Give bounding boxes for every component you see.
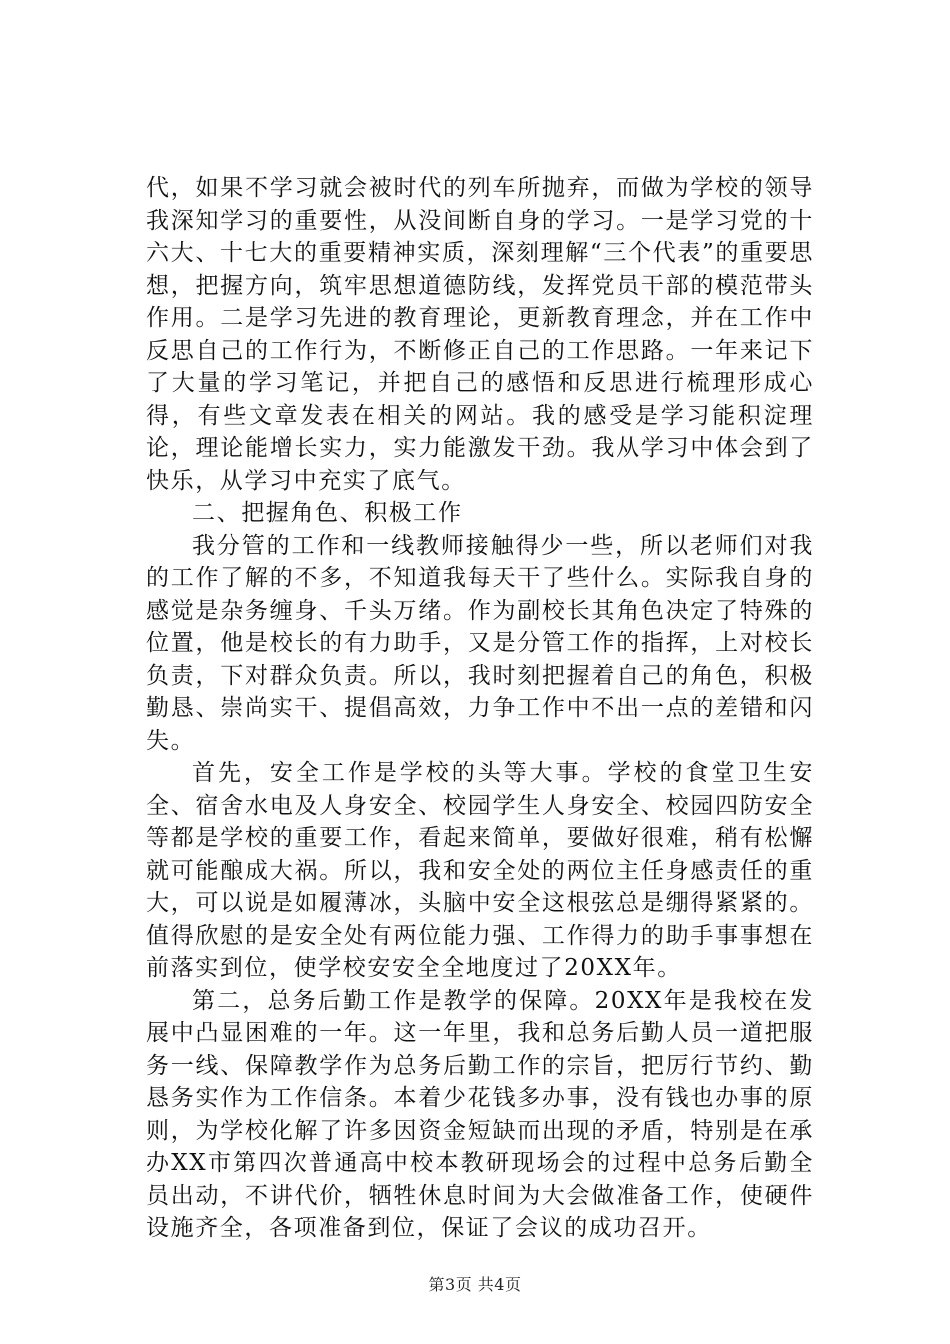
- paragraph-logistics-work: 第二，总务后勤工作是教学的保障。20XX年是我校在发展中凸显困难的一年。这一年里，我和总务后勤人员一道把服务一线、保障教学作为总务后勤工作的宗旨，把厉行节约、勤恳务实作为工作信条。本着少花钱多办事，没有钱也办事的原则，为学校化解了许多因资金短缺而出现的矛盾，特别是在承办XX市第四次普通高中校本教研现场会的过程中总务后勤全员出动，不讲代价，牺牲休息时间为大会做准备工作，使硬件设施齐全，各项准备到位，保证了会议的成功召开。: [146, 987, 814, 1241]
- page-footer: 第3页 共4页: [428, 1275, 522, 1294]
- section-heading-role: 二、把握角色、积极工作: [192, 500, 463, 526]
- document-body: [146, 172, 814, 1245]
- paragraph-safety-work: 首先，安全工作是学校的头等大事。学校的食堂卫生安全、宿舍水电及人身安全、校园学生人身安全、校园四防安全等都是学校的重要工作，看起来简单，要做好很难，稍有松懈就可能酿成大祸。所以，我和安全处的两位主任身感责任的重大，可以说是如履薄冰，头脑中安全这根弦总是绷得紧紧的。值得欣慰的是安全处有两位能力强、工作得力的助手事事想在前落实到位，使学校安安全全地度过了20XX年。: [146, 760, 814, 981]
- paragraph-study-continuation: 代，如果不学习就会被时代的列车所抛弃，而做为学校的领导我深知学习的重要性，从没间断自身的学习。一是学习党的十六大、十七大的重要精神实质，深刻理解“三个代表”的重要思想，把握方向，筑牢思想道德防线，发挥党员干部的模范带头作用。二是学习先进的教育理论，更新教育理念，并在工作中反思自己的工作行为，不断修正自己的工作思路。一年来记下了大量的学习笔记，并把自己的感悟和反思进行梳理形成心得，有些文章发表在相关的网站。我的感受是学习能积淀理论，理论能增长实力，实力能激发干劲。我从学习中体会到了快乐，从学习中充实了底气。: [146, 175, 814, 494]
- paragraph-role-description: 我分管的工作和一线教师接触得少一些，所以老师们对我的工作了解的不多，不知道我每天干了些什么。实际我自身的感觉是杂务缠身、千头万绪。作为副校长其角色决定了特殊的位置，他是校长的有力助手，又是分管工作的指挥，上对校长负责，下对群众负责。所以，我时刻把握着自己的角色，积极勤恳、崇尚实干、提倡高效，力争工作中不出一点的差错和闪失。: [146, 532, 814, 754]
